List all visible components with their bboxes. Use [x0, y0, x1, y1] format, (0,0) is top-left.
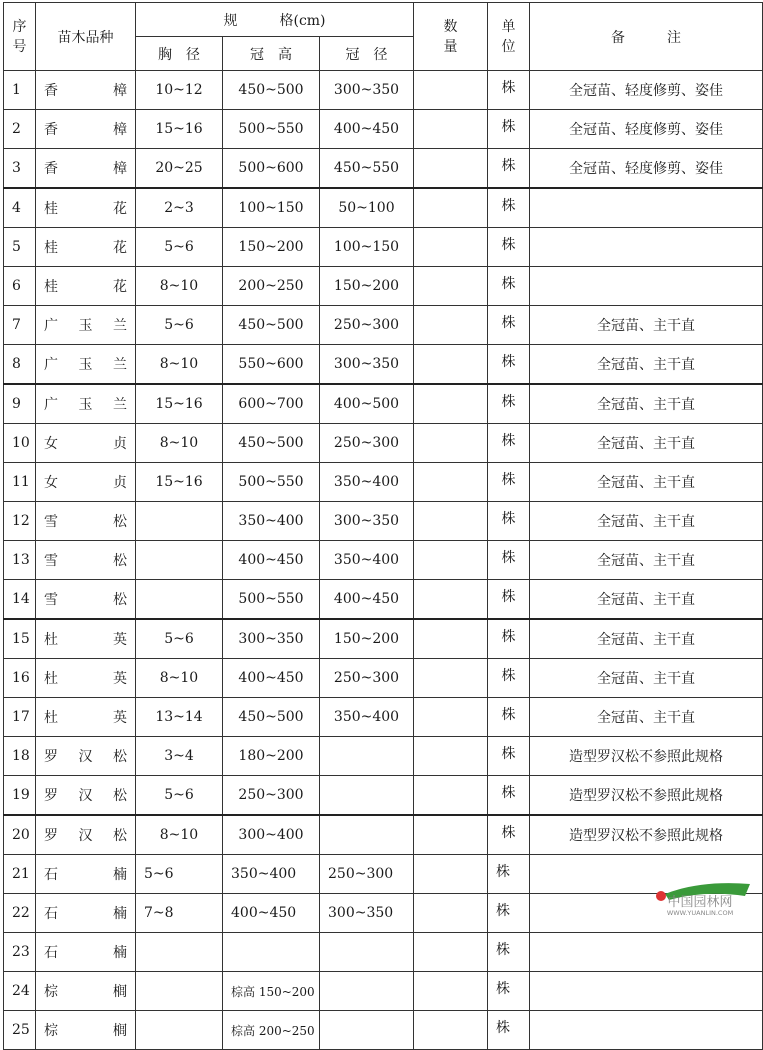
cell-variety — [36, 149, 136, 189]
cell-crown-width: 300~350 — [320, 894, 414, 933]
cell-unit: 株 — [488, 71, 530, 110]
cell-crown-width — [320, 972, 414, 1011]
cell-unit: 株 — [488, 188, 530, 228]
cell-dbh: 5~6 — [136, 228, 223, 267]
cell-dbh: 7~8 — [136, 894, 223, 933]
cell-qty — [414, 933, 488, 972]
table-row — [4, 580, 763, 620]
variety-char: 贞 — [113, 436, 127, 452]
header-row-1 — [4, 3, 763, 37]
cell-seq: 14 — [4, 580, 36, 620]
cell-qty — [414, 972, 488, 1011]
cell-crown-width — [320, 933, 414, 972]
variety-char: 松 — [113, 788, 127, 804]
cell-crown-width: 250~300 — [320, 424, 414, 463]
variety-char: 榈 — [113, 1023, 127, 1039]
cell-seq: 6 — [4, 267, 36, 306]
table-row — [4, 110, 763, 149]
variety-char: 广 — [44, 357, 58, 373]
variety-char: 杜 — [44, 710, 58, 726]
cell-qty — [414, 424, 488, 463]
cell-qty — [414, 815, 488, 855]
cell-seq: 12 — [4, 502, 36, 541]
cell-qty — [414, 267, 488, 306]
cell-unit: 株 — [488, 110, 530, 149]
logo-text: 中国园林网 — [667, 895, 733, 910]
cell-remark: 全冠苗、主干直 — [530, 424, 763, 463]
cell-dbh — [136, 1011, 223, 1050]
cell-qty — [414, 1011, 488, 1050]
cell-crown-width: 350~400 — [320, 541, 414, 580]
cell-remark: 全冠苗、主干直 — [530, 580, 763, 620]
variety-char: 桂 — [44, 201, 58, 217]
cell-dbh — [136, 541, 223, 580]
cell-remark — [530, 267, 763, 306]
variety-char: 花 — [113, 240, 127, 256]
cell-remark: 全冠苗、主干直 — [530, 502, 763, 541]
cell-variety — [36, 815, 136, 855]
cell-qty — [414, 502, 488, 541]
cell-crown-width: 150~200 — [320, 619, 414, 659]
cell-dbh: 15~16 — [136, 110, 223, 149]
cell-unit: 株 — [488, 698, 530, 737]
cell-variety — [36, 737, 136, 776]
variety-char: 花 — [113, 279, 127, 295]
cell-remark: 全冠苗、轻度修剪、姿佳 — [530, 110, 763, 149]
variety-char: 棕 — [44, 1023, 58, 1039]
cell-crown-width: 100~150 — [320, 228, 414, 267]
cell-dbh: 15~16 — [136, 463, 223, 502]
table-row — [4, 776, 763, 816]
cell-seq: 19 — [4, 776, 36, 816]
cell-variety — [36, 463, 136, 502]
cell-qty — [414, 188, 488, 228]
cell-dbh: 2~3 — [136, 188, 223, 228]
cell-crown-width: 400~450 — [320, 110, 414, 149]
cell-unit: 株 — [488, 933, 530, 972]
cell-unit: 株 — [488, 776, 530, 816]
cell-crown-height: 400~450 — [223, 659, 320, 698]
cell-crown-height: 600~700 — [223, 384, 320, 424]
cell-crown-width: 150~200 — [320, 267, 414, 306]
cell-unit: 株 — [488, 894, 530, 933]
variety-char: 兰 — [113, 318, 127, 334]
header-crown-width: 冠 径 — [320, 37, 414, 71]
cell-qty — [414, 463, 488, 502]
cell-remark: 造型罗汉松不参照此规格 — [530, 737, 763, 776]
cell-qty — [414, 71, 488, 110]
cell-crown-height — [223, 933, 320, 972]
variety-char: 汉 — [78, 788, 93, 804]
cell-remark: 全冠苗、主干直 — [530, 619, 763, 659]
variety-char: 楠 — [113, 906, 127, 922]
cell-crown-width: 300~350 — [320, 345, 414, 385]
table-row — [4, 541, 763, 580]
cell-variety — [36, 267, 136, 306]
variety-char: 松 — [113, 514, 127, 530]
cell-dbh: 5~6 — [136, 619, 223, 659]
cell-variety — [36, 228, 136, 267]
cell-seq: 3 — [4, 149, 36, 189]
cell-unit: 株 — [488, 815, 530, 855]
cell-unit: 株 — [488, 149, 530, 189]
variety-char: 英 — [113, 710, 127, 726]
variety-char: 英 — [113, 632, 127, 648]
variety-char: 香 — [44, 161, 58, 177]
cell-variety — [36, 345, 136, 385]
variety-char: 雪 — [44, 592, 58, 608]
cell-crown-height: 500~600 — [223, 149, 320, 189]
cell-seq: 4 — [4, 188, 36, 228]
cell-crown-width — [320, 737, 414, 776]
cell-seq: 20 — [4, 815, 36, 855]
cell-seq: 23 — [4, 933, 36, 972]
cell-qty — [414, 894, 488, 933]
cell-crown-height: 250~300 — [223, 776, 320, 816]
variety-char: 罗 — [44, 788, 58, 804]
cell-dbh — [136, 972, 223, 1011]
table-row — [4, 933, 763, 972]
cell-seq: 18 — [4, 737, 36, 776]
variety-char: 罗 — [44, 749, 58, 765]
cell-qty — [414, 776, 488, 816]
cell-seq: 17 — [4, 698, 36, 737]
cell-variety — [36, 659, 136, 698]
variety-char: 香 — [44, 83, 58, 99]
header-seq: 序号 — [4, 3, 36, 71]
cell-remark — [530, 972, 763, 1011]
cell-dbh — [136, 502, 223, 541]
table-row — [4, 267, 763, 306]
cell-crown-height: 450~500 — [223, 424, 320, 463]
header-crown-height: 冠 高 — [223, 37, 320, 71]
cell-qty — [414, 306, 488, 345]
cell-variety — [36, 933, 136, 972]
cell-unit: 株 — [488, 580, 530, 620]
cell-crown-height: 400~450 — [223, 541, 320, 580]
cell-dbh: 3~4 — [136, 737, 223, 776]
cell-variety — [36, 424, 136, 463]
cell-crown-height: 350~400 — [223, 502, 320, 541]
variety-char: 英 — [113, 671, 127, 687]
cell-crown-width: 350~400 — [320, 463, 414, 502]
table-row — [4, 463, 763, 502]
variety-char: 玉 — [78, 357, 93, 373]
variety-char: 楠 — [113, 867, 127, 883]
variety-char: 兰 — [113, 397, 127, 413]
variety-char: 花 — [113, 201, 127, 217]
variety-char: 榈 — [113, 984, 127, 1000]
cell-qty — [414, 698, 488, 737]
cell-remark: 造型罗汉松不参照此规格 — [530, 815, 763, 855]
cell-remark: 全冠苗、主干直 — [530, 345, 763, 385]
cell-remark — [530, 228, 763, 267]
cell-variety — [36, 1011, 136, 1050]
cell-crown-height: 棕高 200~250 — [223, 1011, 320, 1050]
cell-seq: 7 — [4, 306, 36, 345]
cell-qty — [414, 619, 488, 659]
cell-variety — [36, 188, 136, 228]
variety-char: 女 — [44, 436, 58, 452]
cell-dbh: 15~16 — [136, 384, 223, 424]
header-variety: 苗木品种 — [36, 3, 136, 71]
variety-char: 松 — [113, 828, 127, 844]
table-row — [4, 659, 763, 698]
cell-variety — [36, 972, 136, 1011]
cell-remark: 全冠苗、轻度修剪、姿佳 — [530, 149, 763, 189]
cell-dbh: 13~14 — [136, 698, 223, 737]
cell-dbh: 10~12 — [136, 71, 223, 110]
cell-unit: 株 — [488, 619, 530, 659]
cell-variety — [36, 110, 136, 149]
cell-seq: 2 — [4, 110, 36, 149]
cell-unit: 株 — [488, 345, 530, 385]
cell-qty — [414, 855, 488, 894]
cell-seq: 16 — [4, 659, 36, 698]
cell-crown-height: 500~550 — [223, 580, 320, 620]
variety-char: 杜 — [44, 671, 58, 687]
table-row — [4, 972, 763, 1011]
cell-unit: 株 — [488, 384, 530, 424]
cell-crown-height: 550~600 — [223, 345, 320, 385]
cell-variety — [36, 502, 136, 541]
cell-crown-height: 300~400 — [223, 815, 320, 855]
table-row — [4, 1011, 763, 1050]
cell-seq: 1 — [4, 71, 36, 110]
table-row — [4, 228, 763, 267]
table-row — [4, 502, 763, 541]
cell-unit: 株 — [488, 541, 530, 580]
cell-seq: 24 — [4, 972, 36, 1011]
cell-variety — [36, 619, 136, 659]
cell-unit: 株 — [488, 463, 530, 502]
header-unit: 单位 — [488, 3, 530, 71]
cell-seq: 8 — [4, 345, 36, 385]
cell-seq: 13 — [4, 541, 36, 580]
cell-dbh: 5~6 — [136, 855, 223, 894]
variety-char: 石 — [44, 906, 58, 922]
cell-unit: 株 — [488, 737, 530, 776]
cell-variety — [36, 541, 136, 580]
cell-remark — [530, 188, 763, 228]
variety-char: 桂 — [44, 279, 58, 295]
cell-remark — [530, 933, 763, 972]
cell-dbh: 8~10 — [136, 267, 223, 306]
cell-crown-width: 250~300 — [320, 306, 414, 345]
variety-char: 兰 — [113, 357, 127, 373]
cell-dbh: 5~6 — [136, 776, 223, 816]
cell-remark — [530, 1011, 763, 1050]
cell-crown-width: 300~350 — [320, 71, 414, 110]
cell-crown-width: 450~550 — [320, 149, 414, 189]
variety-char: 罗 — [44, 828, 58, 844]
cell-seq: 15 — [4, 619, 36, 659]
cell-seq: 9 — [4, 384, 36, 424]
table-row — [4, 71, 763, 110]
cell-qty — [414, 110, 488, 149]
header-qty: 数量 — [414, 3, 488, 71]
cell-dbh: 8~10 — [136, 815, 223, 855]
variety-char: 汉 — [78, 749, 93, 765]
cell-seq: 5 — [4, 228, 36, 267]
cell-crown-height: 150~200 — [223, 228, 320, 267]
cell-remark: 全冠苗、主干直 — [530, 306, 763, 345]
cell-qty — [414, 541, 488, 580]
cell-crown-width: 400~500 — [320, 384, 414, 424]
variety-char: 汉 — [78, 828, 93, 844]
variety-char: 桂 — [44, 240, 58, 256]
table-row — [4, 698, 763, 737]
variety-char: 棕 — [44, 984, 58, 1000]
cell-variety — [36, 855, 136, 894]
variety-char: 樟 — [113, 83, 127, 99]
cell-crown-height: 450~500 — [223, 698, 320, 737]
variety-char: 广 — [44, 397, 58, 413]
cell-unit: 株 — [488, 267, 530, 306]
cell-crown-width — [320, 1011, 414, 1050]
cell-variety — [36, 384, 136, 424]
cell-remark: 全冠苗、主干直 — [530, 541, 763, 580]
cell-variety — [36, 71, 136, 110]
cell-crown-height: 100~150 — [223, 188, 320, 228]
cell-seq: 22 — [4, 894, 36, 933]
cell-crown-height: 180~200 — [223, 737, 320, 776]
cell-qty — [414, 149, 488, 189]
cell-crown-width: 350~400 — [320, 698, 414, 737]
variety-char: 杜 — [44, 632, 58, 648]
table-row — [4, 424, 763, 463]
cell-seq: 10 — [4, 424, 36, 463]
header-remark: 备 注 — [530, 3, 763, 71]
cell-unit: 株 — [488, 306, 530, 345]
variety-char: 松 — [113, 749, 127, 765]
cell-qty — [414, 345, 488, 385]
yuanlin-logo — [645, 876, 755, 916]
header-dbh: 胸 径 — [136, 37, 223, 71]
cell-dbh: 8~10 — [136, 424, 223, 463]
variety-char: 贞 — [113, 475, 127, 491]
cell-dbh: 20~25 — [136, 149, 223, 189]
cell-crown-width: 300~350 — [320, 502, 414, 541]
cell-crown-height: 棕高 150~200 — [223, 972, 320, 1011]
cell-remark: 造型罗汉松不参照此规格 — [530, 776, 763, 816]
cell-crown-height: 500~550 — [223, 110, 320, 149]
cell-unit: 株 — [488, 424, 530, 463]
cell-dbh — [136, 580, 223, 620]
cell-seq: 11 — [4, 463, 36, 502]
variety-char: 香 — [44, 122, 58, 138]
cell-remark: 全冠苗、主干直 — [530, 659, 763, 698]
table-row — [4, 384, 763, 424]
variety-char: 雪 — [44, 553, 58, 569]
variety-char: 樟 — [113, 161, 127, 177]
cell-unit: 株 — [488, 228, 530, 267]
cell-remark: 全冠苗、主干直 — [530, 698, 763, 737]
cell-dbh: 8~10 — [136, 659, 223, 698]
cell-variety — [36, 306, 136, 345]
cell-unit: 株 — [488, 502, 530, 541]
variety-char: 玉 — [78, 397, 93, 413]
table-row — [4, 737, 763, 776]
table-row — [4, 306, 763, 345]
cell-qty — [414, 580, 488, 620]
variety-char: 松 — [113, 553, 127, 569]
logo-url: WWW.YUANLIN.COM — [666, 909, 734, 916]
variety-char: 樟 — [113, 122, 127, 138]
cell-dbh: 8~10 — [136, 345, 223, 385]
cell-crown-height: 400~450 — [223, 894, 320, 933]
table-row — [4, 619, 763, 659]
variety-char: 女 — [44, 475, 58, 491]
cell-dbh: 5~6 — [136, 306, 223, 345]
cell-seq: 21 — [4, 855, 36, 894]
cell-crown-height: 450~500 — [223, 71, 320, 110]
table-row — [4, 345, 763, 385]
cell-qty — [414, 384, 488, 424]
cell-qty — [414, 228, 488, 267]
cell-variety — [36, 776, 136, 816]
variety-char: 楠 — [113, 945, 127, 961]
cell-crown-width — [320, 815, 414, 855]
cell-crown-height: 300~350 — [223, 619, 320, 659]
cell-qty — [414, 659, 488, 698]
cell-crown-height: 200~250 — [223, 267, 320, 306]
cell-crown-width: 400~450 — [320, 580, 414, 620]
cell-crown-width: 250~300 — [320, 659, 414, 698]
table-row — [4, 188, 763, 228]
cell-unit: 株 — [488, 659, 530, 698]
variety-char: 玉 — [78, 318, 93, 334]
cell-crown-height: 500~550 — [223, 463, 320, 502]
cell-variety — [36, 894, 136, 933]
cell-unit: 株 — [488, 855, 530, 894]
cell-variety — [36, 580, 136, 620]
variety-char: 石 — [44, 867, 58, 883]
cell-qty — [414, 737, 488, 776]
cell-dbh — [136, 933, 223, 972]
variety-char: 雪 — [44, 514, 58, 530]
cell-crown-width: 50~100 — [320, 188, 414, 228]
cell-variety — [36, 698, 136, 737]
cell-crown-width — [320, 776, 414, 816]
variety-char: 松 — [113, 592, 127, 608]
cell-crown-width: 250~300 — [320, 855, 414, 894]
cell-remark: 全冠苗、轻度修剪、姿佳 — [530, 71, 763, 110]
cell-crown-height: 450~500 — [223, 306, 320, 345]
logo-dot-icon — [656, 891, 666, 901]
header-spec: 规 格(cm) — [136, 3, 414, 37]
cell-remark: 全冠苗、主干直 — [530, 384, 763, 424]
variety-char: 石 — [44, 945, 58, 961]
cell-remark: 全冠苗、主干直 — [530, 463, 763, 502]
cell-unit: 株 — [488, 972, 530, 1011]
cell-crown-height: 350~400 — [223, 855, 320, 894]
table-row — [4, 149, 763, 189]
cell-unit: 株 — [488, 1011, 530, 1050]
table-row — [4, 815, 763, 855]
variety-char: 广 — [44, 318, 58, 334]
cell-seq: 25 — [4, 1011, 36, 1050]
